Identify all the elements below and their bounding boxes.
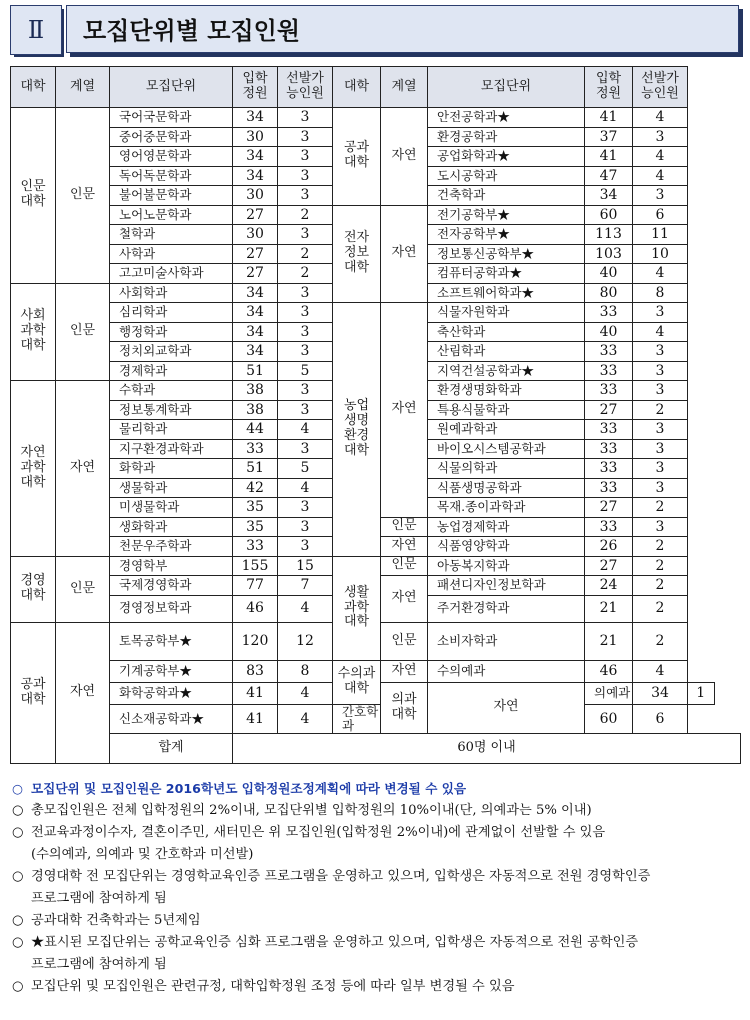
unit-cell: 목재.종이과학과	[428, 498, 585, 518]
header-extra	[278, 67, 333, 108]
total-label: 합계	[110, 734, 233, 764]
unit-cell: 산림학과	[428, 342, 585, 362]
extra-cell: 3	[278, 127, 333, 147]
header-college: 대학	[11, 67, 56, 108]
unit-cell: 독어독문학과	[110, 166, 233, 186]
unit-cell: 지역건설공학과★	[428, 361, 585, 381]
extra-cell: 8	[633, 283, 688, 303]
unit-cell: 환경공학과	[428, 127, 585, 147]
extra-cell: 2	[278, 264, 333, 284]
unit-cell: 화학과	[110, 459, 233, 479]
extra-cell: 2	[633, 622, 688, 660]
extra-cell: 4	[633, 322, 688, 342]
note-item	[12, 932, 740, 954]
quota-cell: 27	[585, 556, 633, 576]
college-cell: 자연 과학 대학	[11, 381, 56, 557]
quota-cell: 33	[585, 342, 633, 362]
quota-cell: 34	[233, 322, 278, 342]
unit-cell: 식물자원학과	[428, 303, 585, 323]
extra-cell: 4	[633, 660, 688, 682]
quota-cell: 35	[233, 498, 278, 518]
quota-cell: 30	[233, 225, 278, 245]
extra-cell: 3	[278, 186, 333, 206]
quota-cell: 42	[233, 478, 278, 498]
extra-cell: 6	[633, 205, 688, 225]
unit-cell: 정보통계학과	[110, 400, 233, 420]
quota-table-body	[11, 67, 741, 764]
extra-cell: 3	[633, 303, 688, 323]
quota-cell: 38	[233, 381, 278, 401]
unit-cell: 식품영양학과	[428, 537, 585, 557]
header-unit-right: 모집단위	[428, 67, 585, 108]
extra-cell: 4	[633, 108, 688, 128]
quota-cell: 33	[585, 303, 633, 323]
quota-cell: 83	[233, 660, 278, 682]
quota-cell: 33	[233, 439, 278, 459]
quota-cell: 38	[233, 400, 278, 420]
extra-cell: 3	[278, 342, 333, 362]
unit-cell: 전기공학부★	[428, 205, 585, 225]
unit-cell: 공업화학과★	[428, 147, 585, 167]
quota-cell: 41	[233, 704, 278, 734]
unit-cell: 지구환경과학과	[110, 439, 233, 459]
unit-cell: 간호학과	[333, 704, 381, 734]
quota-cell: 24	[585, 576, 633, 596]
bullet-icon: ○	[12, 803, 24, 818]
note-continuation: 프로그램에 참여하게 됨	[31, 891, 167, 906]
college-cell: 경영 대학	[11, 556, 56, 622]
bullet-icon: ○	[12, 979, 24, 994]
quota-cell: 30	[233, 127, 278, 147]
quota-cell: 60	[585, 205, 633, 225]
quota-cell: 113	[585, 225, 633, 245]
extra-cell: 3	[633, 420, 688, 440]
unit-cell: 기계공학부★	[110, 660, 233, 682]
header-quota-line2: 정원	[595, 86, 622, 101]
extra-cell: 4	[278, 682, 333, 704]
quota-cell: 51	[233, 361, 278, 381]
extra-cell: 2	[278, 205, 333, 225]
unit-cell: 수의예과	[428, 660, 585, 682]
quota-cell: 103	[585, 244, 633, 264]
quota-cell: 37	[585, 127, 633, 147]
header-extra-line2: 능인원	[641, 86, 679, 101]
extra-cell: 3	[633, 127, 688, 147]
college-cell: 수의과 대학	[333, 660, 381, 704]
extra-cell: 3	[278, 517, 333, 537]
college-cell: 농업 생명 환경 대학	[333, 303, 381, 557]
unit-cell: 사회학과	[110, 283, 233, 303]
note-item	[12, 822, 740, 844]
quota-cell: 34	[233, 166, 278, 186]
field-cell: 자연	[381, 576, 428, 623]
unit-cell: 생물학과	[110, 478, 233, 498]
note-text: 경영대학 전 모집단위는 경영학교육인증 프로그램을 운영하고 있으며, 입학생은 자동적으로 전원 경영학인증	[31, 869, 651, 884]
note-text: 모집단위 및 모집인원은 2016학년도 입학정원조정계획에 따라 변경될 수 있음	[31, 781, 467, 796]
note-item	[12, 910, 740, 932]
unit-cell: 건축학과	[428, 186, 585, 206]
extra-cell: 2	[633, 400, 688, 420]
quota-cell: 46	[233, 595, 278, 622]
quota-cell: 30	[233, 186, 278, 206]
quota-cell: 33	[585, 439, 633, 459]
quota-cell: 60	[585, 704, 633, 734]
quota-cell: 27	[585, 498, 633, 518]
header-unit: 모집단위	[110, 67, 233, 108]
extra-cell: 3	[278, 225, 333, 245]
extra-cell: 3	[633, 478, 688, 498]
extra-cell: 2	[633, 576, 688, 596]
field-cell: 인문	[381, 622, 428, 660]
unit-cell: 철학과	[110, 225, 233, 245]
quota-cell: 51	[233, 459, 278, 479]
unit-cell: 정치외교학과	[110, 342, 233, 362]
header-extra-line1: 선발가	[641, 71, 679, 87]
table-row	[11, 660, 741, 682]
header-college-right: 대학	[333, 67, 381, 108]
field-cell: 자연	[381, 108, 428, 206]
note-continuation: 프로그램에 참여하게 됨	[31, 957, 167, 972]
extra-cell: 7	[278, 576, 333, 596]
extra-cell: 15	[278, 556, 333, 576]
unit-cell: 수학과	[110, 381, 233, 401]
field-cell: 자연	[428, 682, 585, 734]
table-row	[11, 556, 741, 576]
field-cell: 인문	[56, 556, 110, 622]
college-cell: 사회 과학 대학	[11, 283, 56, 381]
quota-table	[10, 66, 741, 764]
extra-cell: 12	[278, 622, 333, 660]
quota-cell: 33	[585, 517, 633, 537]
extra-cell: 3	[278, 147, 333, 167]
quota-cell: 41	[585, 108, 633, 128]
extra-cell: 5	[278, 361, 333, 381]
unit-cell: 의예과	[585, 682, 633, 704]
quota-cell: 33	[585, 381, 633, 401]
bullet-icon: ○	[12, 935, 24, 950]
unit-cell: 바이오시스템공학과	[428, 439, 585, 459]
header-extra-right	[633, 67, 688, 108]
field-cell: 자연	[381, 660, 428, 682]
note-text: 모집단위 및 모집인원은 관련규정, 대학입학정원 조정 등에 따라 일부 변경될 수 있음	[31, 979, 515, 994]
header-extra-line1: 선발가	[286, 71, 324, 87]
quota-cell: 34	[233, 342, 278, 362]
header-field: 계열	[56, 67, 110, 108]
unit-cell: 농업경제학과	[428, 517, 585, 537]
unit-cell: 미생물학과	[110, 498, 233, 518]
note-continuation: (수의예과, 의예과 및 간호학과 미선발)	[31, 847, 254, 862]
table-row	[11, 108, 741, 128]
extra-cell: 2	[633, 498, 688, 518]
header-field-right: 계열	[381, 67, 428, 108]
quota-cell: 77	[233, 576, 278, 596]
table-row	[11, 205, 741, 225]
field-cell: 인문	[381, 556, 428, 576]
extra-cell: 2	[633, 537, 688, 557]
quota-cell: 34	[633, 682, 688, 704]
note-item	[12, 778, 740, 800]
extra-cell: 5	[278, 459, 333, 479]
table-row	[11, 303, 741, 323]
unit-cell: 고고미술사학과	[110, 264, 233, 284]
bullet-icon: ○	[12, 825, 24, 840]
quota-cell: 41	[233, 682, 278, 704]
college-cell: 인문 대학	[11, 108, 56, 284]
unit-cell: 경제학과	[110, 361, 233, 381]
unit-cell: 노어노문학과	[110, 205, 233, 225]
unit-cell: 천문우주학과	[110, 537, 233, 557]
unit-cell: 심리학과	[110, 303, 233, 323]
college-cell: 공과 대학	[11, 622, 56, 764]
extra-cell: 4	[278, 595, 333, 622]
total-value: 60명 이내	[233, 734, 741, 764]
quota-cell: 21	[585, 595, 633, 622]
header-quota	[233, 67, 278, 108]
quota-cell: 33	[585, 420, 633, 440]
quota-cell: 41	[585, 147, 633, 167]
quota-cell: 120	[233, 622, 278, 660]
quota-cell: 34	[585, 186, 633, 206]
unit-cell: 정보통신공학부★	[428, 244, 585, 264]
unit-cell: 안전공학과★	[428, 108, 585, 128]
extra-cell: 3	[278, 303, 333, 323]
unit-cell: 식물의학과	[428, 459, 585, 479]
extra-cell: 8	[278, 660, 333, 682]
table-header-row	[11, 67, 741, 108]
extra-cell: 4	[278, 478, 333, 498]
quota-cell: 34	[233, 147, 278, 167]
college-cell: 공과 대학	[333, 108, 381, 206]
header-extra-line2: 능인원	[286, 86, 324, 101]
extra-cell: 3	[278, 537, 333, 557]
unit-cell: 패션디자인정보학과	[428, 576, 585, 596]
extra-cell: 3	[278, 322, 333, 342]
extra-cell: 1	[688, 682, 715, 704]
extra-cell: 3	[278, 381, 333, 401]
quota-cell: 47	[585, 166, 633, 186]
unit-cell: 도시공학과	[428, 166, 585, 186]
unit-cell: 화학공학과★	[110, 682, 233, 704]
extra-cell: 2	[278, 244, 333, 264]
field-cell: 인문	[56, 108, 110, 284]
quota-cell: 33	[585, 361, 633, 381]
extra-cell: 4	[278, 420, 333, 440]
extra-cell: 4	[633, 147, 688, 167]
quota-cell: 21	[585, 622, 633, 660]
extra-cell: 2	[633, 595, 688, 622]
extra-cell: 3	[278, 166, 333, 186]
section-title-box	[66, 5, 739, 53]
extra-cell: 4	[633, 166, 688, 186]
unit-cell: 축산학과	[428, 322, 585, 342]
bullet-icon: ○	[12, 913, 24, 928]
extra-cell: 3	[633, 439, 688, 459]
unit-cell: 국제경영학과	[110, 576, 233, 596]
quota-cell: 26	[585, 537, 633, 557]
field-cell: 자연	[56, 622, 110, 764]
unit-cell: 환경생명화학과	[428, 381, 585, 401]
unit-cell: 전자공학부★	[428, 225, 585, 245]
quota-cell: 34	[233, 108, 278, 128]
quota-cell: 46	[585, 660, 633, 682]
extra-cell: 3	[278, 400, 333, 420]
bullet-icon: ○	[12, 869, 24, 884]
table-row	[11, 704, 741, 734]
unit-cell: 소비자학과	[428, 622, 585, 660]
extra-cell: 3	[633, 517, 688, 537]
unit-cell: 행정학과	[110, 322, 233, 342]
unit-cell: 원예과학과	[428, 420, 585, 440]
extra-cell: 3	[633, 342, 688, 362]
field-cell: 자연	[381, 205, 428, 303]
extra-cell: 6	[633, 704, 688, 734]
unit-cell: 사학과	[110, 244, 233, 264]
unit-cell: 컴퓨터공학과★	[428, 264, 585, 284]
total-row	[11, 734, 741, 764]
note-text: 총모집인원은 전체 입학정원의 2%이내, 모집단위별 입학정원의 10%이내(단, 의예과는 5% 이내)	[31, 803, 592, 818]
note-item	[12, 976, 740, 998]
header-quota-line1: 입학	[595, 71, 622, 87]
college-cell: 전자 정보 대학	[333, 205, 381, 303]
quota-cell: 27	[233, 244, 278, 264]
note-text: 전교육과정이수자, 결혼이주민, 새터민은 위 모집인원(입학정원 2%이내)에 관계없이 선발할 수 있음	[31, 825, 606, 840]
note-text: ★표시된 모집단위는 공학교육인증 심화 프로그램을 운영하고 있으며, 입학생은 자동적으로 전원 공학인증	[31, 935, 639, 950]
header-quota-line1: 입학	[242, 71, 268, 87]
bullet-icon: ○	[12, 781, 23, 796]
quota-cell: 27	[585, 400, 633, 420]
quota-cell: 40	[585, 264, 633, 284]
quota-cell: 40	[585, 322, 633, 342]
section-number: Ⅱ	[10, 5, 62, 55]
unit-cell: 주거환경학과	[428, 595, 585, 622]
field-cell: 자연	[56, 381, 110, 557]
unit-cell: 신소재공학과★	[110, 704, 233, 734]
note-text: 공과대학 건축학과는 5년제임	[31, 913, 201, 928]
quota-cell: 33	[585, 478, 633, 498]
extra-cell: 3	[633, 361, 688, 381]
extra-cell: 3	[278, 283, 333, 303]
extra-cell: 2	[633, 556, 688, 576]
unit-cell: 경영정보학과	[110, 595, 233, 622]
header-quota-right	[585, 67, 633, 108]
unit-cell: 국어국문학과	[110, 108, 233, 128]
section-title: 모집단위별 모집인원	[83, 17, 301, 45]
quota-cell: 33	[585, 459, 633, 479]
quota-cell: 34	[233, 303, 278, 323]
extra-cell: 11	[633, 225, 688, 245]
extra-cell: 10	[633, 244, 688, 264]
extra-cell: 4	[633, 264, 688, 284]
quota-cell: 44	[233, 420, 278, 440]
unit-cell: 경영학부	[110, 556, 233, 576]
quota-cell: 35	[233, 517, 278, 537]
unit-cell: 생화학과	[110, 517, 233, 537]
extra-cell: 3	[278, 498, 333, 518]
unit-cell: 특용식물학과	[428, 400, 585, 420]
unit-cell: 불어불문학과	[110, 186, 233, 206]
field-cell: 자연	[381, 537, 428, 557]
note-item	[12, 866, 740, 888]
field-cell: 인문	[56, 283, 110, 381]
field-cell: 자연	[381, 303, 428, 518]
note-item	[12, 800, 740, 822]
college-cell: 의과 대학	[381, 682, 428, 734]
unit-cell: 아동복지학과	[428, 556, 585, 576]
unit-cell: 물리학과	[110, 420, 233, 440]
header-quota-line2: 정원	[242, 86, 268, 101]
extra-cell: 3	[633, 381, 688, 401]
extra-cell: 3	[278, 439, 333, 459]
extra-cell: 3	[633, 459, 688, 479]
quota-cell: 33	[233, 537, 278, 557]
unit-cell: 중어중문학과	[110, 127, 233, 147]
quota-cell: 27	[233, 264, 278, 284]
quota-cell: 34	[233, 283, 278, 303]
quota-cell: 80	[585, 283, 633, 303]
section-title-bar	[10, 5, 743, 55]
quota-cell: 155	[233, 556, 278, 576]
quota-cell: 27	[233, 205, 278, 225]
extra-cell: 3	[278, 108, 333, 128]
college-cell: 생활 과학 대학	[333, 556, 381, 660]
unit-cell: 식품생명공학과	[428, 478, 585, 498]
field-cell: 인문	[381, 517, 428, 537]
extra-cell: 4	[278, 704, 333, 734]
notes-list	[12, 778, 740, 998]
unit-cell: 토목공학부★	[110, 622, 233, 660]
unit-cell: 영어영문학과	[110, 147, 233, 167]
extra-cell: 3	[633, 186, 688, 206]
unit-cell: 소프트웨어학과★	[428, 283, 585, 303]
